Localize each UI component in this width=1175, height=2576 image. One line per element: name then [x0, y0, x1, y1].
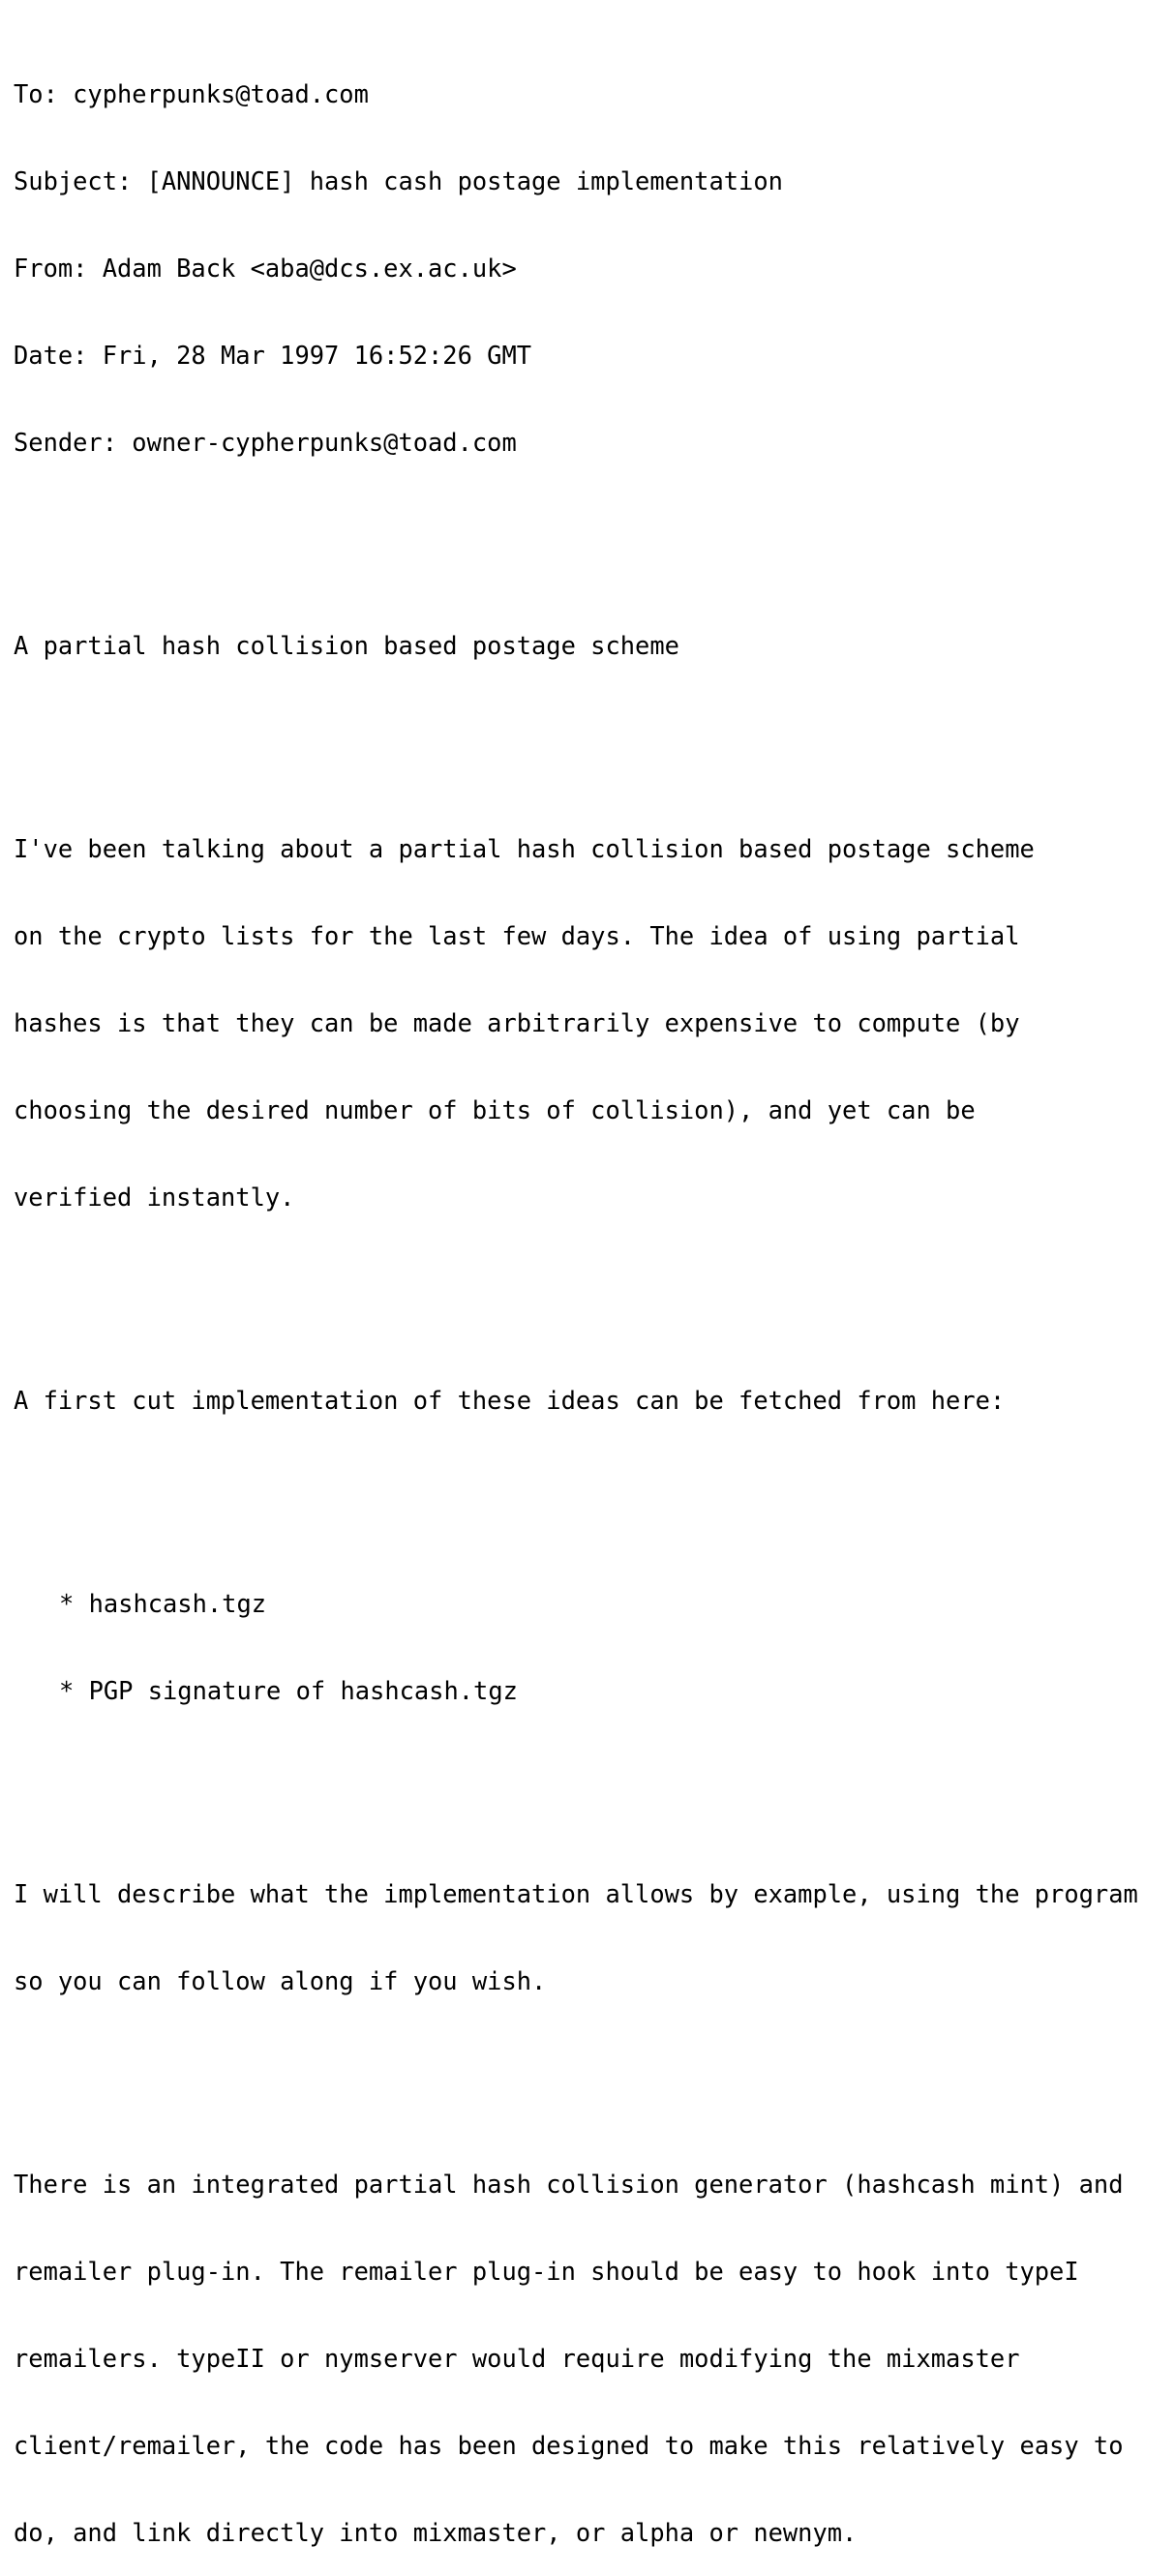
header-from: From: Adam Back <aba@dcs.ex.ac.uk> — [14, 254, 517, 283]
header-subject: Subject: [ANNOUNCE] hash cash postage implementation — [14, 166, 783, 195]
header-date: Date: Fri, 28 Mar 1997 16:52:26 GMT — [14, 341, 532, 370]
paragraph-4-line: remailers. typeII or nymserver would require modifying the mixmaster — [14, 2344, 1020, 2373]
paragraph-1-line: choosing the desired number of bits of collision), and yet can be — [14, 1095, 976, 1124]
spacer — [14, 515, 1175, 544]
message-title: A partial hash collision based postage scheme — [14, 631, 679, 660]
paragraph-1-line: hashes is that they can be made arbitrarily expensive to compute (by — [14, 1008, 1020, 1037]
header-sender: Sender: owner-cypherpunks@toad.com — [14, 428, 517, 457]
download-link-hashcash-tgz[interactable]: hashcash.tgz — [88, 1589, 267, 1618]
paragraph-3-line: so you can follow along if you wish. — [14, 1966, 547, 1995]
spacer — [14, 718, 1175, 747]
spacer — [14, 1473, 1175, 1502]
download-list-item — [14, 1589, 1175, 1618]
spacer — [14, 1763, 1175, 1792]
paragraph-4-line: remailer plug-in. The remailer plug-in should be easy to hook into typeI — [14, 2257, 1079, 2286]
paragraph-1-line: I've been talking about a partial hash collision based postage scheme — [14, 834, 1035, 863]
paragraph-1-line: verified instantly. — [14, 1183, 295, 1212]
paragraph-3-line: I will describe what the implementation allows by example, using the program — [14, 1879, 1138, 1908]
bullet-icon: * — [59, 1676, 75, 1705]
paragraph-4-line: client/remailer, the code has been designed to make this relatively easy to — [14, 2431, 1124, 2460]
paragraph-1-line: on the crypto lists for the last few days. The idea of using partial — [14, 921, 1020, 950]
bullet-icon: * — [59, 1589, 75, 1618]
paragraph-4-line: do, and link directly into mixmaster, or alpha or newnym. — [14, 2518, 858, 2547]
spacer — [14, 2053, 1175, 2082]
header-to: To: cypherpunks@toad.com — [14, 79, 369, 108]
paragraph-2: A first cut implementation of these ideas can be fetched from here: — [14, 1386, 1006, 1415]
download-link-pgp-signature[interactable]: PGP signature of hashcash.tgz — [88, 1676, 518, 1705]
spacer — [14, 1270, 1175, 1299]
paragraph-4-line: There is an integrated partial hash collision generator (hashcash mint) and — [14, 2170, 1124, 2199]
download-list-item — [14, 1676, 1175, 1705]
